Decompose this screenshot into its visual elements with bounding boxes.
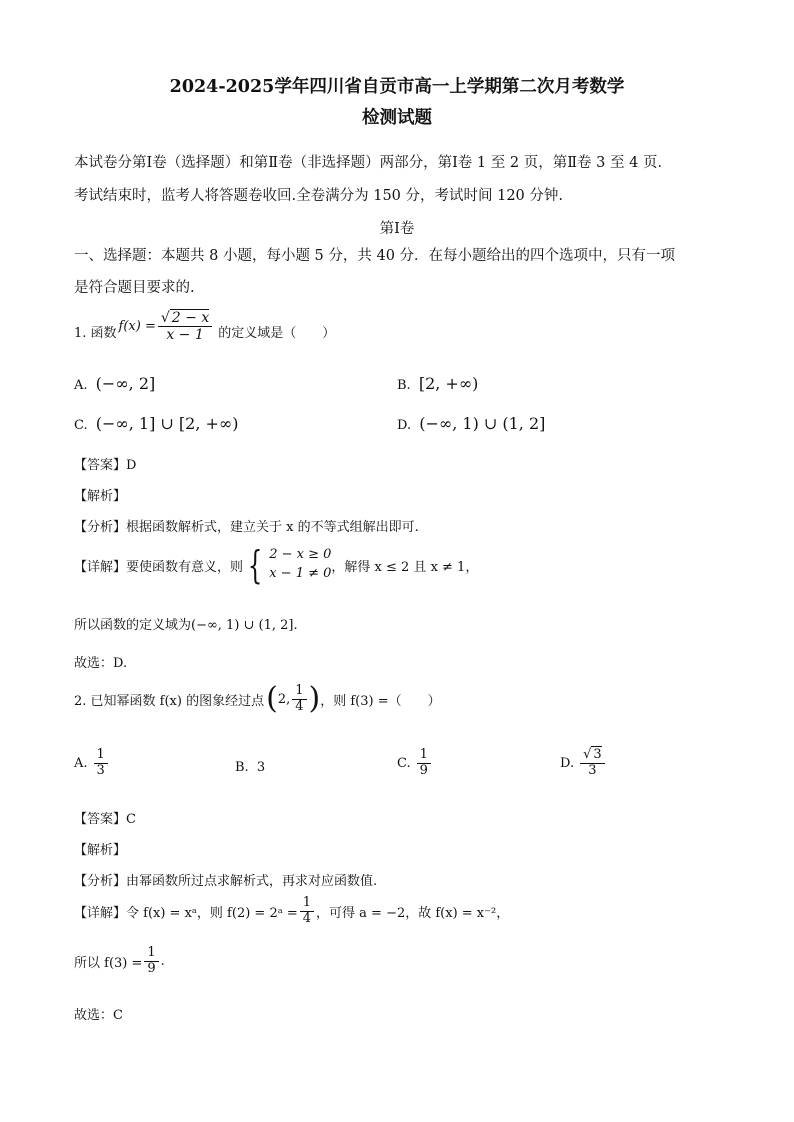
q1-option-a-text: (−∞, 2] xyxy=(95,374,156,393)
page-title: 2024-2025学年四川省自贡市高一上学期第二次月考数学 xyxy=(169,77,625,97)
q1-numerator: 2 − x xyxy=(171,310,210,326)
q2-option-a-numerator: 1 xyxy=(94,748,108,764)
q2-option-b-text: 3 xyxy=(256,760,266,775)
q2-prefix: 2. 已知幂函数 f(x) 的图象经过点 xyxy=(74,693,265,709)
section-label: 第Ⅰ卷 xyxy=(379,221,415,237)
q2-option-b xyxy=(235,760,265,775)
q2-point-a: 2, xyxy=(277,691,291,707)
q1-answer: 【答案】D xyxy=(74,458,137,473)
q1-option-d xyxy=(397,414,545,433)
intro-line-1: 本试卷分第Ⅰ卷（选择题）和第Ⅱ卷（非选择题）两部分，第Ⅰ卷 1 至 2 页，第Ⅱ卷 3 至 4 页． xyxy=(74,155,672,171)
question-1 xyxy=(74,310,335,343)
q2-option-a-denominator: 3 xyxy=(96,762,105,778)
q1-analysis: 【分析】根据函数解析式，建立关于 x 的不等式组解出即可. xyxy=(74,520,419,535)
intro-line-2: 考试结束时，监考人将答题卷收回.全卷满分为 150 分，考试时间 120 分钟. xyxy=(74,188,564,204)
q1-inequality-2: x − 1 ≠ 0 xyxy=(269,566,332,581)
q2-option-c-label: C. xyxy=(397,755,411,771)
q1-option-a-label: A. xyxy=(74,378,88,393)
question-2: 2. 已知幂函数 f(x) 的图象经过点 ( 2, $\frac{1}{4}$ ) ，则 f(3) =（ ） xyxy=(74,681,441,717)
q2-detail-denominator: 4 xyxy=(302,910,312,926)
q1-option-d-label: D. xyxy=(397,418,412,433)
q2-option-b-label: B. xyxy=(235,760,249,775)
q2-detail xyxy=(74,896,509,927)
instructions-line-1: 一、选择题：本题共 8 小题，每小题 5 分，共 40 分．在每小题给出的四个选项中，只有一项 xyxy=(74,248,676,264)
q2-detail-a: 【详解】令 f(x) = xᵃ，则 f(2) = 2ᵃ = xyxy=(74,905,298,921)
q1-function-lhs: f(x) = xyxy=(118,319,156,335)
q2-option-c-denominator: 9 xyxy=(419,762,428,778)
q1-option-c xyxy=(74,414,238,433)
q1-analysis-header: 【解析】 xyxy=(74,489,127,504)
q2-suffix: ，则 f(3) =（ ） xyxy=(320,693,441,709)
q2-answer: 【答案】C xyxy=(74,812,136,827)
q1-function-fraction: $\frac{√ 2 - x}{x - 1}$ xyxy=(158,310,212,343)
page-subtitle: 检测试题 xyxy=(362,108,432,128)
q1-domain-line: 所以函数的定义域为(−∞, 1) ∪ (1, 2]. xyxy=(74,618,298,633)
q2-result-numerator: 1 xyxy=(144,946,158,962)
q1-detail-suffix: ，解得 x ≤ 2 且 x ≠ 1， xyxy=(331,559,479,575)
q2-option-d-numerator: 3 xyxy=(593,747,602,762)
q2-result xyxy=(74,946,165,977)
q1-option-d-text: (−∞, 1) ∪ (1, 2] xyxy=(419,414,546,433)
q1-detail-prefix: 【详解】要使函数有意义，则 xyxy=(74,559,244,575)
q2-choice: 故选：C xyxy=(74,1008,123,1023)
q2-option-a xyxy=(74,748,110,779)
q2-point-numerator: 1 xyxy=(292,684,306,700)
q2-detail-numerator: 1 xyxy=(300,896,314,912)
q1-choice: 故选：D. xyxy=(74,656,128,671)
q1-option-b-label: B. xyxy=(397,378,411,393)
q2-result-suffix: . xyxy=(160,953,165,969)
q1-detail xyxy=(74,543,479,587)
q2-detail-b: ，可得 a = −2，故 f(x) = x⁻²， xyxy=(316,905,510,921)
instructions-line-2: 是符合题目要求的. xyxy=(74,280,195,296)
q2-analysis-header: 【解析】 xyxy=(74,843,127,858)
q2-option-a-label: A. xyxy=(74,755,88,771)
q2-option-d-denominator: 3 xyxy=(588,762,597,778)
q2-point-fraction xyxy=(292,684,306,715)
q1-option-c-text: (−∞, 1] ∪ [2, +∞) xyxy=(95,414,239,433)
q2-option-d: D. $\frac{√ 3}{3}$ xyxy=(560,748,607,779)
q1-inequality-system: { 2 − x ≥ 0 x − 1 ≠ 0 xyxy=(247,543,332,587)
q1-option-c-label: C. xyxy=(74,418,88,433)
q2-option-c-numerator: 1 xyxy=(417,748,431,764)
q2-option-d-label: D. xyxy=(560,755,575,771)
q2-result-prefix: 所以 f(3) = xyxy=(74,955,143,971)
q1-inequality-1: 2 − x ≥ 0 xyxy=(269,547,332,563)
q1-prefix: 1. 函数 xyxy=(74,326,117,342)
q1-option-b xyxy=(397,374,478,393)
q2-result-denominator: 9 xyxy=(147,960,156,976)
q1-option-b-text: [2, +∞) xyxy=(418,374,479,393)
q1-option-a xyxy=(74,374,155,393)
q1-suffix: 的定义域是（ ） xyxy=(218,326,336,342)
q2-option-c xyxy=(397,748,433,779)
q1-denominator: x − 1 xyxy=(166,327,204,344)
q2-analysis: 【分析】由幂函数所过点求解析式，再求对应函数值. xyxy=(74,874,378,889)
q2-point-denominator: 4 xyxy=(295,698,304,714)
